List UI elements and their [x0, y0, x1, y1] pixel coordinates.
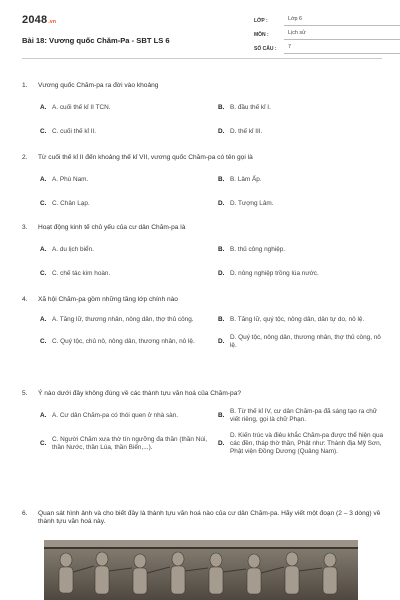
meta-row-class	[254, 12, 400, 26]
option-letter: D.	[218, 270, 225, 278]
question-number: 3.	[22, 224, 28, 231]
question-number: 2.	[22, 154, 28, 161]
question-text: Ý nào dưới đây không đúng về các thành tựu văn hoá của Chăm-pa?	[38, 390, 242, 397]
header-divider	[22, 58, 382, 59]
question-text: Xã hội Chăm-pa gồm những tầng lớp chính nào	[38, 296, 178, 303]
option-letter: A.	[40, 316, 47, 324]
option-text: C. cuối thế kỉ II.	[52, 128, 97, 136]
option-text: D. Quý tộc, nông dân, thương nhân, thợ thủ công, nô lệ.	[230, 334, 381, 350]
answer-option-c[interactable]	[40, 270, 210, 278]
question-text: Hoạt động kinh tế chủ yếu của cư dân Chăm-pa là	[38, 224, 186, 231]
option-letter: D.	[218, 200, 225, 208]
answer-option-b[interactable]	[218, 246, 388, 254]
option-text: A. du lịch biển.	[52, 246, 94, 254]
option-text: D. thế kỉ III.	[230, 128, 263, 136]
question-1	[22, 82, 382, 136]
option-letter: A.	[40, 104, 47, 112]
option-text: C. Người Chăm xưa thờ tín ngưỡng đa thần (thần Núi, thần Nước, thần Lúa, thần Biển,...).	[52, 436, 208, 452]
worksheet-meta	[254, 12, 400, 54]
option-letter: B.	[218, 176, 225, 184]
option-letter: C.	[40, 128, 47, 136]
option-letter: B.	[218, 246, 225, 254]
option-letter: D.	[218, 440, 225, 448]
answer-option-d[interactable]	[218, 128, 388, 136]
logo-suffix: .vn	[48, 19, 57, 25]
answer-option-c[interactable]	[40, 432, 210, 456]
option-letter: C.	[40, 338, 47, 346]
option-letter: C.	[40, 270, 47, 278]
answer-option-a[interactable]	[40, 408, 210, 424]
option-text: D. Tượng Lâm.	[230, 200, 274, 208]
option-text: B. thủ công nghiệp.	[230, 246, 286, 254]
meta-key: LỚP :	[254, 17, 268, 24]
option-text: C. chế tác kim hoàn.	[52, 270, 111, 278]
answer-option-b[interactable]	[218, 408, 388, 424]
answer-option-c[interactable]	[40, 128, 210, 136]
question-5	[22, 390, 382, 456]
relief-carving-illustration	[44, 540, 358, 600]
answer-option-a[interactable]	[40, 104, 210, 112]
answer-options	[40, 104, 382, 136]
option-text: C. Quý tộc, chủ nô, nông dân, thương nhân, nô lệ.	[52, 338, 195, 346]
answer-options	[40, 408, 382, 456]
answer-option-b[interactable]	[218, 176, 388, 184]
option-letter: D.	[218, 128, 225, 136]
answer-option-c[interactable]	[40, 334, 210, 350]
option-letter: B.	[218, 412, 225, 420]
option-text: A. Cư dân Chăm-pa có thói quen ở nhà sàn.	[52, 412, 179, 420]
question-number: 4.	[22, 296, 28, 303]
option-letter: A.	[40, 412, 47, 420]
question-4	[22, 296, 382, 350]
option-letter: C.	[40, 440, 47, 448]
meta-row-subject	[254, 26, 400, 40]
worksheet-header	[22, 10, 382, 56]
answer-option-d[interactable]	[218, 200, 388, 208]
option-letter: A.	[40, 246, 47, 254]
option-text: D. Kiến trúc và điêu khắc Chăm-pa được thể hiện qua các đền, tháp thờ thần, Phật như: Thánh địa Mỹ Sơn, Phật viện Đồng Dương (Quảng Nam).	[230, 432, 384, 456]
question-6	[22, 510, 382, 526]
question-3	[22, 224, 382, 278]
meta-value: 7	[284, 44, 400, 54]
answer-option-a[interactable]	[40, 316, 210, 324]
answer-option-d[interactable]	[218, 334, 388, 350]
option-text: B. Lâm Ấp.	[230, 176, 262, 184]
meta-key: MÔN :	[254, 31, 269, 38]
answer-options	[40, 176, 382, 208]
question-number: 6.	[22, 510, 28, 517]
answer-option-b[interactable]	[218, 104, 388, 112]
answer-options	[40, 246, 382, 278]
answer-option-d[interactable]	[218, 432, 388, 456]
logo-main: 2048	[22, 14, 48, 26]
answer-option-a[interactable]	[40, 246, 210, 254]
option-letter: B.	[218, 316, 225, 324]
option-letter: D.	[218, 338, 225, 346]
answer-option-c[interactable]	[40, 200, 210, 208]
answer-option-a[interactable]	[40, 176, 210, 184]
meta-key: SỐ CÂU :	[254, 45, 277, 52]
meta-value: Lịch sử	[284, 30, 400, 40]
question-2	[22, 154, 382, 208]
option-text: C. Chân Lạp.	[52, 200, 90, 208]
option-letter: B.	[218, 104, 225, 112]
answer-options	[40, 316, 382, 350]
question-text: Vương quốc Chăm-pa ra đời vào khoảng	[38, 82, 159, 89]
option-text: A. cuối thế kỉ II TCN.	[52, 104, 111, 112]
option-text: B. Tăng lữ, quý tộc, nông dân, dân tự do, nô lệ.	[230, 316, 365, 324]
question-text: Từ cuối thế kỉ II đến khoảng thế kỉ VII, vương quốc Chăm-pa có tên gọi là	[38, 154, 253, 161]
option-text: D. nông nghiệp trồng lúa nước.	[230, 270, 319, 278]
answer-option-b[interactable]	[218, 316, 388, 324]
lesson-title: Bài 18: Vương quốc Chăm-Pa - SBT LS 6	[22, 36, 170, 45]
option-text: A. Tăng lữ, thương nhân, nông dân, thợ thủ công.	[52, 316, 194, 324]
meta-row-count	[254, 40, 400, 54]
answer-option-d[interactable]	[218, 270, 388, 278]
relief-carving-image	[44, 540, 358, 600]
question-number: 5.	[22, 390, 28, 397]
option-text: A. Phù Nam.	[52, 176, 89, 184]
option-letter: C.	[40, 200, 47, 208]
option-letter: A.	[40, 176, 47, 184]
question-text: Quan sát hình ảnh và cho biết đây là thành tựu văn hoá nào của cư dân Chăm-pa. Hãy viết một đoạn (2 – 3 dòng) về thành tựu văn hoá này.	[38, 510, 381, 526]
meta-value: Lớp 6	[284, 16, 400, 26]
site-logo[interactable]	[22, 14, 56, 28]
option-text: B. Từ thế kỉ IV, cư dân Chăm-pa đã sáng tạo ra chữ viết riêng, gọi là chữ Phạn.	[230, 408, 378, 424]
option-text: B. đầu thế kỉ I.	[230, 104, 271, 112]
question-number: 1.	[22, 82, 28, 89]
